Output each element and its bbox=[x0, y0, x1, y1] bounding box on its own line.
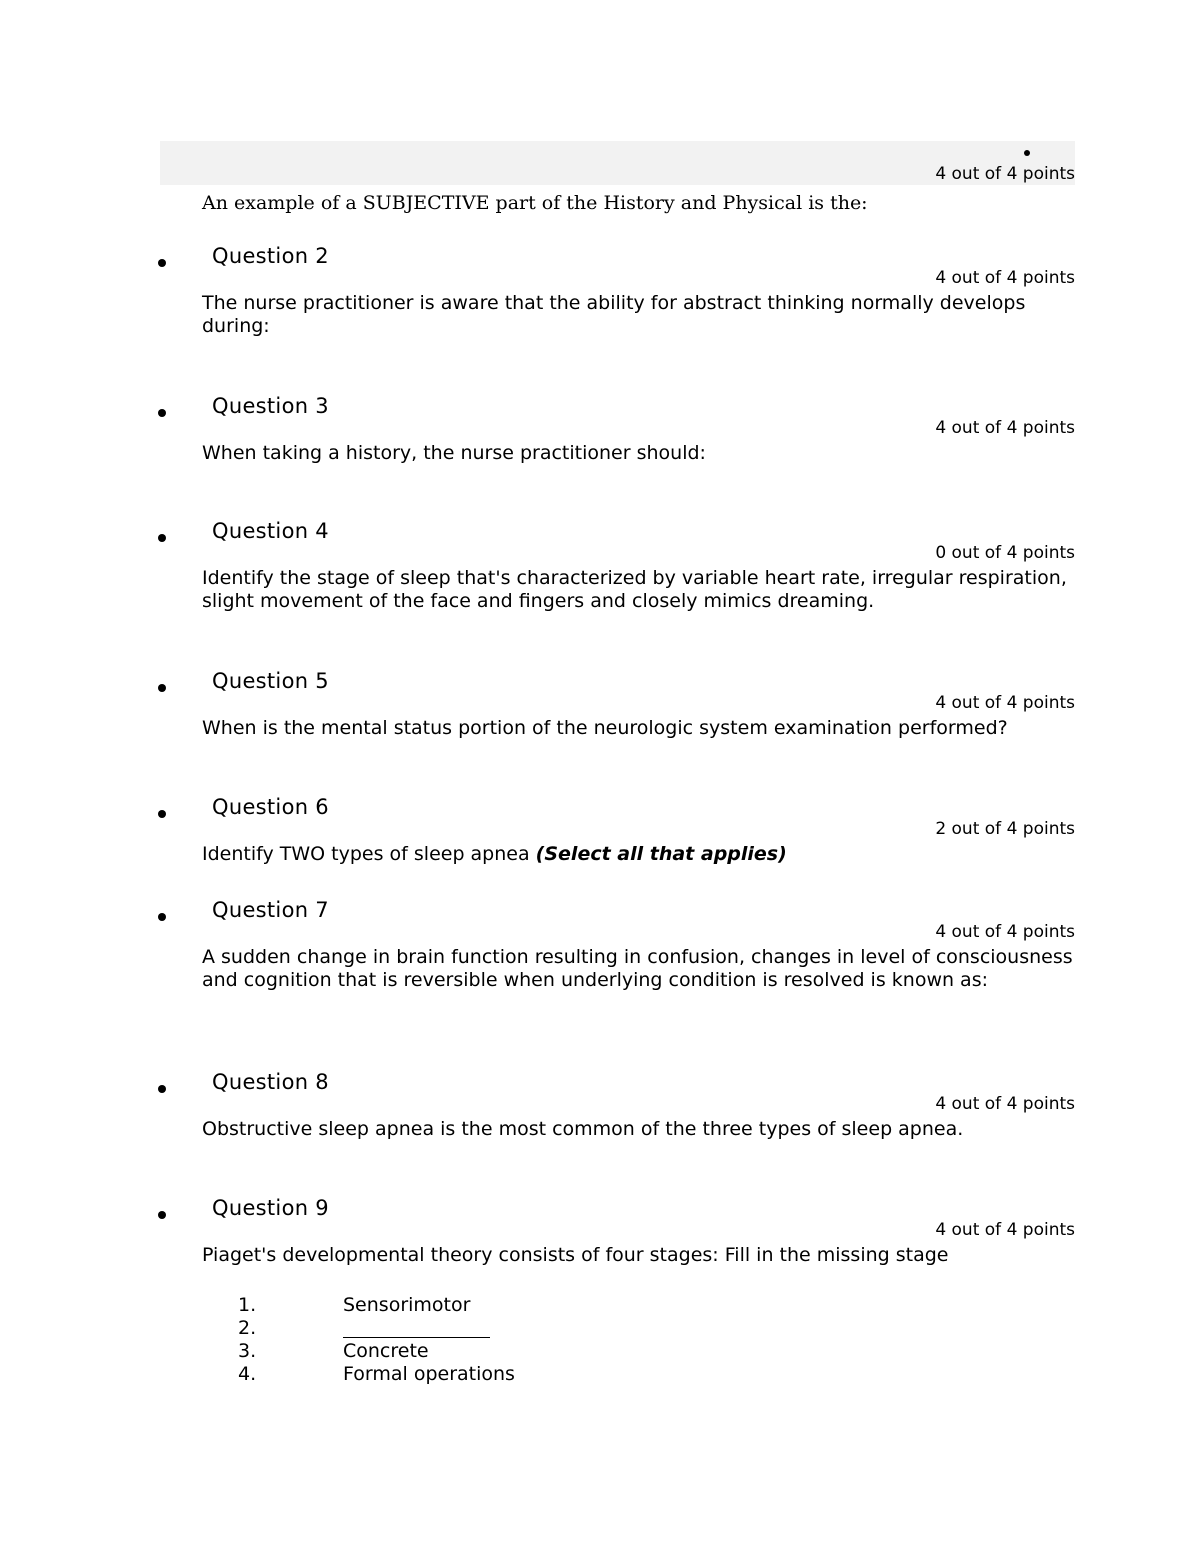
question-text: A sudden change in brain function resulting in confusion, changes in level of consciousness and cognition that is reversible when underlying condition is resolved is known as: bbox=[202, 946, 1073, 991]
stage-number: 2. bbox=[238, 1317, 257, 1339]
stage-item bbox=[0, 1317, 1200, 1340]
question-1-points: 4 out of 4 points bbox=[935, 164, 1075, 184]
stage-name: Sensorimotor bbox=[343, 1294, 471, 1316]
bullet-icon bbox=[158, 913, 166, 921]
question-points: 4 out of 4 points bbox=[935, 268, 1075, 288]
question-title: Question 5 bbox=[212, 669, 329, 693]
bullet-icon bbox=[158, 1085, 166, 1093]
bullet-icon bbox=[158, 684, 166, 692]
question-text-emphasis: (Select all that applies) bbox=[535, 843, 787, 865]
bullet-icon bbox=[158, 409, 166, 417]
stage-item bbox=[0, 1294, 1200, 1317]
question-points: 4 out of 4 points bbox=[935, 1220, 1075, 1240]
question-text: Obstructive sleep apnea is the most common of the three types of sleep apnea. bbox=[202, 1118, 964, 1140]
question-points: 0 out of 4 points bbox=[935, 543, 1075, 563]
header-bullet-icon bbox=[1024, 150, 1030, 156]
question-points: 4 out of 4 points bbox=[935, 418, 1075, 438]
stage-item bbox=[0, 1363, 1200, 1386]
question-text bbox=[202, 843, 1082, 866]
question-points: 4 out of 4 points bbox=[935, 922, 1075, 942]
stage-number: 3. bbox=[238, 1340, 257, 1362]
question-points: 4 out of 4 points bbox=[935, 693, 1075, 713]
question-text-main: Identify TWO types of sleep apnea bbox=[202, 843, 536, 865]
stage-item bbox=[0, 1340, 1200, 1363]
question-title: Question 9 bbox=[212, 1196, 329, 1220]
stage-number: 4. bbox=[238, 1363, 257, 1385]
stage-name: Formal operations bbox=[343, 1363, 515, 1385]
bullet-icon bbox=[158, 534, 166, 542]
stage-number: 1. bbox=[238, 1294, 257, 1316]
question-1-text: An example of a SUBJECTIVE part of the History and Physical is the: bbox=[202, 192, 868, 214]
question-title: Question 6 bbox=[212, 795, 329, 819]
question-1-header bbox=[160, 141, 1075, 185]
bullet-icon bbox=[158, 259, 166, 267]
question-points: 4 out of 4 points bbox=[935, 1094, 1075, 1114]
question-text: When is the mental status portion of the neurologic system examination performed? bbox=[202, 717, 1008, 739]
question-text: Piaget's developmental theory consists of four stages: Fill in the missing stage bbox=[202, 1244, 949, 1266]
missing-stage-blank bbox=[343, 1337, 490, 1338]
stage-name: Concrete bbox=[343, 1340, 429, 1362]
question-text: When taking a history, the nurse practitioner should: bbox=[202, 442, 706, 464]
question-text: The nurse practitioner is aware that the ability for abstract thinking normally develops during: bbox=[202, 292, 1026, 337]
question-title: Question 4 bbox=[212, 519, 329, 543]
question-title: Question 3 bbox=[212, 394, 329, 418]
question-title: Question 2 bbox=[212, 244, 329, 268]
question-points: 2 out of 4 points bbox=[935, 819, 1075, 839]
bullet-icon bbox=[158, 1211, 166, 1219]
bullet-icon bbox=[158, 810, 166, 818]
question-text: Identify the stage of sleep that's characterized by variable heart rate, irregular respiration, slight movement of the face and fingers and closely mimics dreaming. bbox=[202, 567, 1067, 612]
question-title: Question 7 bbox=[212, 898, 329, 922]
question-title: Question 8 bbox=[212, 1070, 329, 1094]
